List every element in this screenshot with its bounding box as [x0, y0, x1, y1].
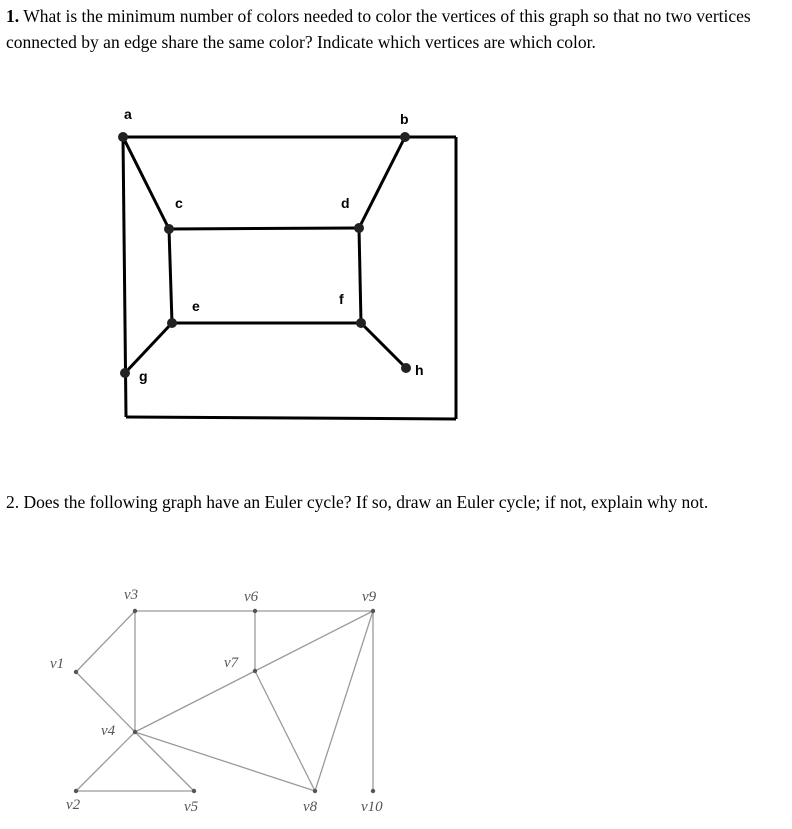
edge-v7-v8 — [255, 671, 315, 791]
vertex-v7 — [253, 669, 257, 673]
vertex-label-v5: v5 — [184, 799, 199, 815]
vertex-label-v2: v2 — [66, 797, 81, 813]
edge-v1-v3 — [76, 611, 135, 672]
question-2: 2. Does the following graph have an Euler cycle? If so, draw an Euler cycle; if not, explain why not. — [6, 492, 709, 512]
question-1-text: What is the minimum number of colors needed to color the vertices of this graph so that no two vertices connected by an edge share the same color? Indicate which vertices are which color. — [6, 6, 751, 52]
edge-v4-v8 — [135, 732, 315, 791]
vertex-label-v4: v4 — [101, 723, 116, 739]
graph-2-edges — [76, 611, 373, 791]
vertex-v8 — [313, 789, 317, 793]
edge-f-h — [361, 323, 406, 368]
vertex-b — [400, 132, 410, 142]
edge-e-g — [125, 323, 172, 373]
edge-a-c — [123, 137, 169, 229]
vertex-e — [167, 318, 177, 328]
edge-c-d — [169, 228, 359, 229]
vertex-v2 — [74, 789, 78, 793]
edge-v4-v2 — [76, 732, 135, 791]
vertex-label-v3: v3 — [124, 587, 139, 603]
vertex-label-v6: v6 — [244, 589, 259, 605]
vertex-label-a: a — [124, 106, 132, 122]
edge-outer-bottom — [126, 417, 456, 419]
vertex-d — [354, 223, 364, 233]
vertex-label-g: g — [139, 368, 148, 384]
vertex-v4 — [133, 730, 137, 734]
vertex-label-b: b — [400, 111, 409, 127]
question-1-number: 1. — [6, 6, 20, 26]
vertex-v10 — [371, 789, 375, 793]
vertex-label-v9: v9 — [362, 589, 377, 605]
edge-c-e — [169, 229, 172, 323]
edge-d-f — [359, 228, 361, 323]
vertex-c — [164, 224, 174, 234]
vertex-g — [120, 368, 130, 378]
vertex-label-h: h — [415, 362, 424, 378]
edge-v4-v5 — [135, 732, 194, 791]
edge-v7-v9 — [255, 611, 373, 671]
edge-v4-v7 — [135, 671, 255, 732]
edge-v9-v8 — [315, 611, 373, 791]
vertex-label-v8: v8 — [303, 799, 318, 815]
vertex-v1 — [74, 670, 78, 674]
vertex-label-v1: v1 — [50, 656, 65, 672]
vertex-v9 — [371, 609, 375, 613]
vertex-label-c: c — [175, 195, 183, 211]
edge-b-d — [359, 137, 405, 228]
vertex-label-v10: v10 — [361, 799, 383, 815]
graph-1-edges — [123, 137, 456, 419]
vertex-v6 — [253, 609, 257, 613]
vertex-label-v7: v7 — [224, 655, 239, 671]
vertex-label-f: f — [339, 291, 344, 307]
vertex-label-d: d — [341, 195, 350, 211]
vertex-f — [356, 318, 366, 328]
vertex-label-e: e — [192, 298, 200, 314]
vertex-h — [401, 363, 411, 373]
vertex-a — [118, 132, 128, 142]
vertex-v3 — [133, 609, 137, 613]
vertex-v5 — [192, 789, 196, 793]
